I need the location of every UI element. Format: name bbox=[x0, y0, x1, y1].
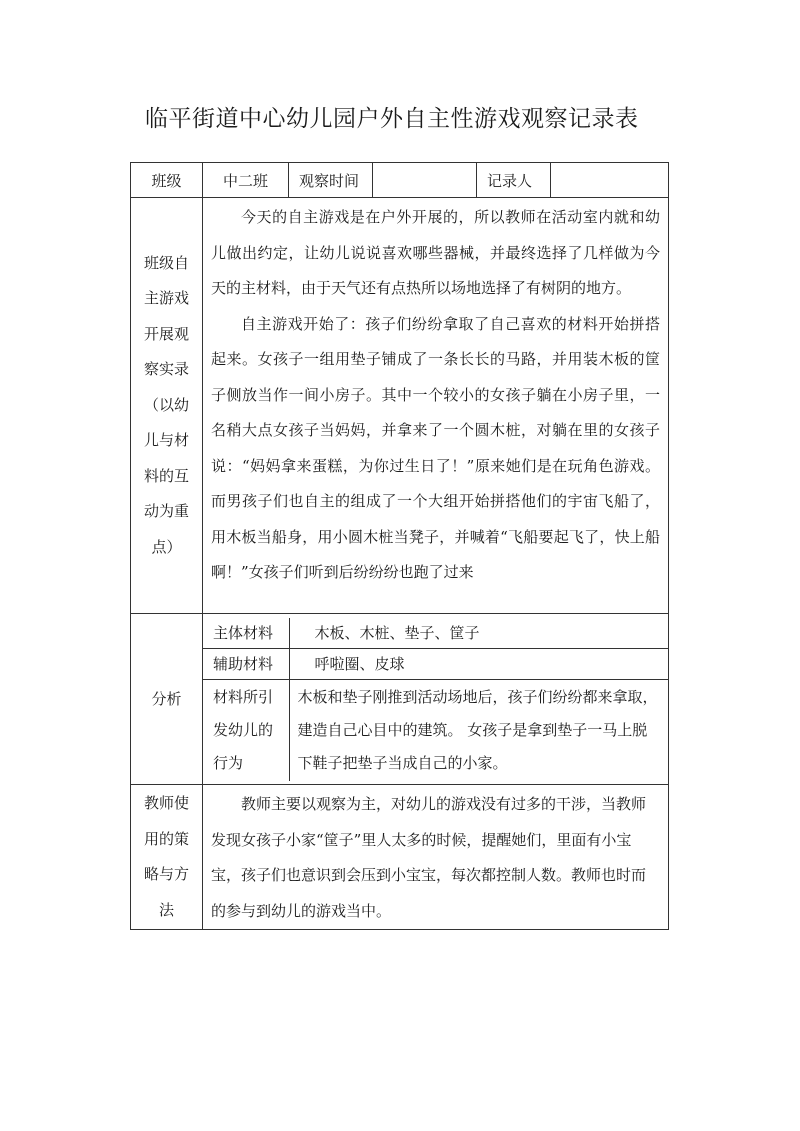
header-row bbox=[131, 163, 669, 198]
class-label: 班级 bbox=[131, 163, 203, 198]
class-value: 中二班 bbox=[203, 163, 289, 198]
behavior-row bbox=[203, 679, 668, 781]
teacher-label-cell bbox=[131, 785, 203, 930]
page-title: 临平街道中心幼儿园户外自主性游戏观察记录表 bbox=[145, 106, 639, 132]
analysis-row bbox=[131, 614, 669, 785]
teacher-text: 教师主要以观察为主，对幼儿的游戏没有过多的干涉，当教师发现女孩子小家“筐子”里人太多的时候，提醒她们，里面有小宝宝，孩子们也意识到会压到小宝宝，每次都控制人数。教师也时而的参与到幼儿的游戏当中。 bbox=[211, 795, 647, 920]
analysis-subtable bbox=[203, 618, 668, 781]
behavior-value: 木板和垫子刚推到活动场地后，孩子们纷纷都来拿取，建造自己心目中的建筑。 女孩子是拿到垫子一马上脱下鞋子把垫子当成自己的小家。 bbox=[289, 679, 668, 781]
aux-material-row bbox=[203, 648, 668, 679]
observation-record-table bbox=[130, 162, 669, 930]
record-text bbox=[203, 198, 668, 591]
teacher-label: 教师使用的策略与方法 bbox=[143, 794, 189, 919]
aux-material-label: 辅助材料 bbox=[203, 648, 289, 679]
behavior-label: 材料所引发幼儿的行为 bbox=[203, 679, 289, 781]
record-label: 班级自 主游戏 开展观 察实录 （以幼 儿与材 料的互 动为重 点） bbox=[143, 253, 189, 556]
main-material-row bbox=[203, 618, 668, 649]
aux-material-value: 呼啦圈、皮球 bbox=[289, 648, 668, 679]
analysis-cell bbox=[203, 614, 669, 785]
time-value bbox=[373, 163, 477, 198]
record-paragraph-1: 今天的自主游戏是在户外开展的，所以教师在活动室内就和幼儿做出约定，让幼儿说说喜欢哪些器械，并最终选择了几样做为今天的主材料，由于天气还有点热所以场地选择了有树阴的地方。 bbox=[211, 208, 660, 297]
record-paragraph-2: 自主游戏开始了：孩子们纷纷拿取了自己喜欢的材料开始拼搭起来。女孩子一组用垫子铺成了一条长长的马路，并用装木板的筐子侧放当作一间小房子。其中一个较小的女孩子躺在小房子里，一名稍大点女孩子当妈妈，并拿来了一个圆木桩，对躺在里的女孩子说：“妈妈拿来蛋糕，为你过生日了！”原来她们是在玩角色游戏。而男孩子们也自主的组成了一个大组开始拼搭他们的宇宙飞船了，用木板当船身，用小圆木桩当凳子，并喊着“飞船要起飞了，快上船啊！”女孩子们听到后纷纷纷也跑了过来 bbox=[211, 314, 660, 581]
main-material-value: 木板、木桩、垫子、筐子 bbox=[314, 624, 480, 642]
recorder-label: 记录人 bbox=[477, 163, 551, 198]
analysis-label: 分析 bbox=[131, 614, 203, 785]
record-row bbox=[131, 198, 669, 614]
recorder-value bbox=[551, 163, 669, 198]
record-label-cell bbox=[131, 198, 203, 614]
teacher-text-cell bbox=[203, 785, 669, 930]
record-text-cell bbox=[203, 198, 669, 614]
time-label: 观察时间 bbox=[289, 163, 373, 198]
teacher-row bbox=[131, 785, 669, 930]
main-material-label: 主体材料 bbox=[203, 618, 289, 649]
